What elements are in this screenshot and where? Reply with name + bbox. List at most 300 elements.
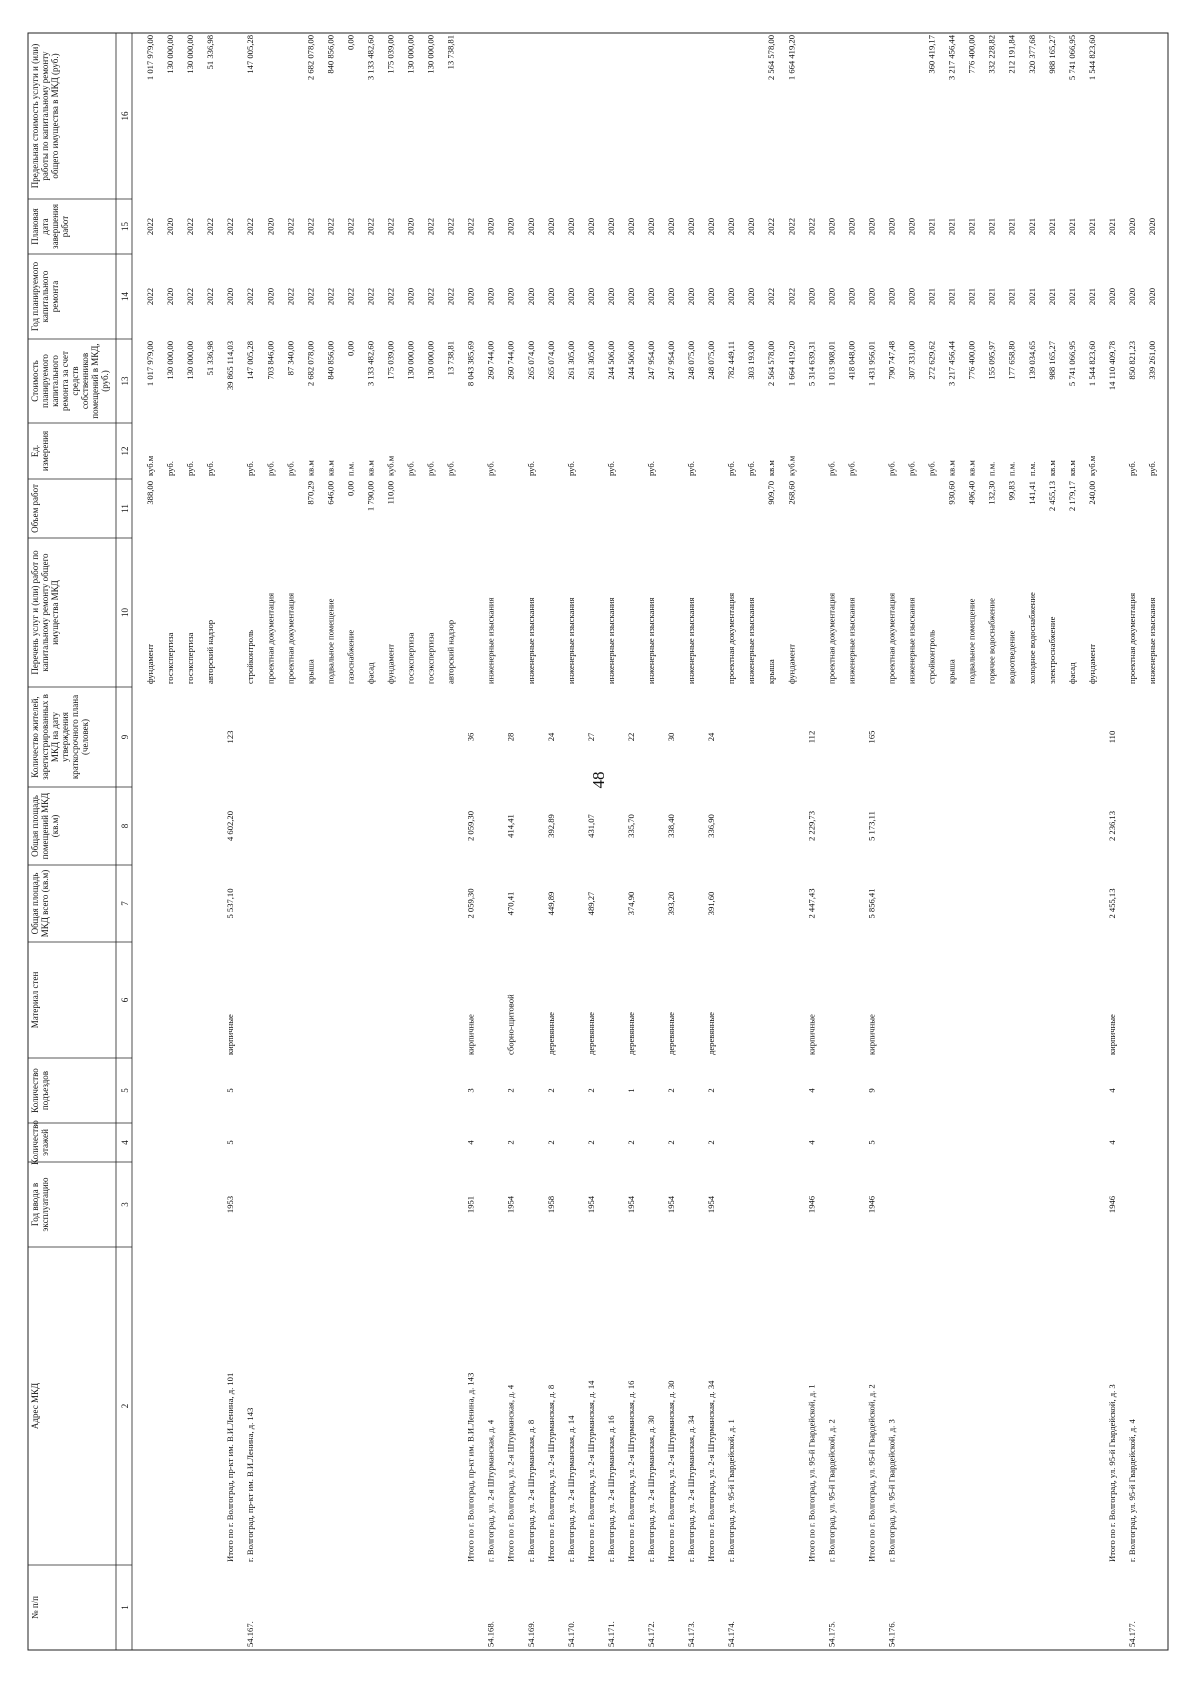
table-cell: кв.м [946, 460, 957, 476]
table-cell: 22 [625, 732, 636, 742]
table-cell: 5 537,10 [225, 888, 236, 919]
table-cell: 54.167. [245, 1621, 256, 1647]
table-cell: 177 658,80 [1006, 341, 1017, 380]
table-cell: 2020 [806, 287, 817, 306]
table-cell: п.м. [1026, 461, 1037, 476]
table-cell: фундамент [385, 643, 396, 684]
table-cell: госэкспертиза [165, 632, 176, 684]
table-cell: 2021 [1006, 287, 1017, 306]
table-cell: 2020 [485, 217, 496, 236]
table-cell: 2020 [826, 217, 837, 236]
table-cell: 2020 [485, 287, 496, 306]
table-cell: 2022 [285, 217, 296, 236]
table-cell: 2020 [525, 287, 536, 306]
table-cell: Итого по г. Волгоград, ул. 95-й Гвардейской, д. 1 [806, 1384, 817, 1562]
table-cell: 247 954,00 [646, 341, 657, 380]
table-cell: 374,90 [625, 891, 636, 916]
header-cell: Материал стен [30, 971, 40, 1029]
table-cell: 0,00 [345, 341, 356, 357]
table-cell: 24 [545, 732, 556, 742]
table-cell: 2020 [666, 217, 677, 236]
table-cell: стройконтроль [926, 629, 937, 684]
table-cell: 112 [806, 730, 817, 744]
header-cell: Год ввода вэксплуатацию [30, 1177, 50, 1232]
table-cell: кирпичные [1106, 1014, 1117, 1055]
column-number: 11 [120, 504, 130, 513]
table-cell: 2021 [1086, 287, 1097, 306]
table-cell: 336,90 [706, 814, 717, 838]
column-number: 14 [120, 292, 130, 301]
table-cell: руб. [285, 461, 296, 476]
table-cell: 2022 [786, 217, 797, 236]
table-cell: г. Волгоград, ул. 2-я Штурманская, д. 34 [686, 1415, 697, 1562]
table-cell: 2021 [1066, 287, 1077, 306]
table-cell: 393,20 [666, 891, 677, 916]
table-cell: 54.168. [485, 1621, 496, 1647]
table-cell: 2020 [565, 287, 576, 306]
table-cell: проектная документация [826, 592, 837, 684]
table-cell: куб.м [145, 455, 156, 476]
table-cell: 3 133 482,60 [365, 35, 376, 81]
table-cell: 2021 [926, 217, 937, 236]
table-cell: 24 [706, 732, 717, 742]
table-cell: фасад [1066, 662, 1077, 684]
table-cell: 2020 [1106, 287, 1117, 306]
page-number: 48 [589, 771, 608, 789]
table-cell: проектная документация [726, 592, 737, 684]
table-cell: водоотведение [1006, 630, 1017, 684]
table-cell: 2020 [866, 217, 877, 236]
table-cell: 703 846,00 [265, 341, 276, 380]
header-cell: Предельная стоимость услуги и (или)работы по капитальному ремонтуобщего имущества в МКД (руб.) [30, 43, 60, 189]
table-cell: 449,89 [545, 891, 556, 916]
table-cell: деревянные [706, 1012, 717, 1055]
table-cell: 2021 [986, 287, 997, 306]
table-cell: кв.м [365, 460, 376, 476]
table-cell: 212 191,84 [1006, 35, 1017, 74]
table-cell: 2020 [545, 287, 556, 306]
table-cell: 332 228,82 [986, 35, 997, 74]
table-cell: 2021 [1026, 217, 1037, 236]
table-cell: 2020 [746, 217, 757, 236]
column-number: 6 [120, 997, 130, 1003]
column-number: 12 [120, 446, 130, 456]
table-cell: 1946 [866, 1195, 877, 1214]
table-cell: 1954 [706, 1195, 717, 1214]
table-cell: 2021 [966, 287, 977, 306]
table-cell: 2020 [405, 217, 416, 236]
table-cell: 392,89 [545, 814, 556, 838]
table-cell: 272 629,62 [926, 341, 937, 380]
table-cell: 2021 [1066, 217, 1077, 236]
table-cell: 2020 [726, 287, 737, 306]
table-cell: 790 747,48 [886, 341, 897, 380]
table-cell: 2020 [265, 287, 276, 306]
table-cell: руб. [445, 461, 456, 476]
table-cell: руб. [886, 461, 897, 476]
table-cell: Итого по г. Волгоград, ул. 2-я Штурманская, д. 8 [545, 1384, 556, 1562]
table-cell: 2021 [1046, 217, 1057, 236]
table-cell: 2 682 078,00 [305, 341, 316, 387]
table-cell: 1 664 419,20 [786, 35, 797, 81]
table-cell: 2022 [365, 217, 376, 236]
table-cell: 782 449,11 [726, 341, 737, 380]
table-cell: 870,29 [305, 481, 316, 505]
table-cell: г. Волгоград, ул. 2-я Штурманская, д. 16 [605, 1415, 616, 1562]
table-cell: подвальное помещение [966, 598, 977, 684]
table-cell: холодное водоснабжение [1026, 592, 1037, 684]
header-cell: Год планируемогокапитальногоремонта [30, 261, 60, 332]
table-cell: 5 [225, 1088, 236, 1093]
table-cell: руб. [405, 461, 416, 476]
table-cell: 165 [866, 730, 877, 744]
table-cell: 2020 [1126, 217, 1137, 236]
table-cell: 2020 [225, 287, 236, 306]
table-cell: инженерные изыскания [485, 597, 496, 684]
table-cell: 260 744,00 [485, 341, 496, 380]
table-cell: кв.м [966, 460, 977, 476]
table-cell: деревянные [625, 1012, 636, 1055]
table-cell: крыша [766, 659, 777, 684]
table-cell: кирпичные [806, 1014, 817, 1055]
table-cell: 5 173,11 [866, 811, 877, 841]
column-number: 10 [120, 608, 130, 617]
table-cell: 132,30 [986, 481, 997, 505]
table-cell: руб. [205, 461, 216, 476]
header-cell: Ед.измерения [30, 430, 50, 472]
table-cell: 51 336,98 [205, 35, 216, 70]
table-cell: 261 305,00 [565, 341, 576, 380]
table-cell: руб. [726, 461, 737, 476]
table-cell: подвальное помещение [325, 598, 336, 684]
table-cell: 988 165,27 [1046, 341, 1057, 380]
table-cell: 130 000,00 [405, 341, 416, 380]
table-cell: руб. [826, 461, 837, 476]
table-cell: 2020 [686, 287, 697, 306]
header-cell: Общая площадьМКД всего (кв.м) [30, 869, 50, 938]
table-cell: Итого по г. Волгоград, пр-кт им. В.И.Ленина, д. 143 [465, 1372, 476, 1562]
table-cell: кв.м [1066, 460, 1077, 476]
table-cell: 2 682 078,00 [305, 35, 316, 81]
table-cell: 2021 [946, 217, 957, 236]
table-cell: 2022 [445, 287, 456, 306]
table-cell: деревянные [585, 1012, 596, 1055]
table-cell: 5 741 066,95 [1066, 35, 1077, 81]
table-cell: руб. [165, 461, 176, 476]
table-cell: руб. [605, 461, 616, 476]
table-cell: 2021 [946, 287, 957, 306]
table-cell: 850 821,23 [1126, 341, 1137, 380]
table-cell: Итого по г. Волгоград, ул. 2-я Штурманская, д. 30 [666, 1380, 677, 1562]
table-cell: 2022 [225, 217, 236, 236]
table-cell: 2020 [405, 287, 416, 306]
table-cell: 1 544 823,60 [1086, 341, 1097, 387]
column-number: 13 [120, 376, 130, 386]
table-cell: 54.177. [1126, 1621, 1137, 1647]
table-cell: 2022 [766, 217, 777, 236]
table-cell: 54.175. [826, 1621, 837, 1647]
table-cell: 2022 [145, 217, 156, 236]
table-cell: 1954 [585, 1195, 596, 1214]
table-cell: 240,00 [1086, 481, 1097, 505]
table-cell: 4 [806, 1088, 817, 1093]
table-cell: 2022 [285, 287, 296, 306]
table-cell: 175 039,00 [385, 341, 396, 380]
table-cell: 1 013 908,01 [826, 341, 837, 387]
header-cell: Плановаядатазавершенияработ [30, 204, 70, 249]
table-cell: 265 074,00 [525, 341, 536, 380]
table-cell: 2021 [926, 287, 937, 306]
table-cell: Итого по г. Волгоград, ул. 2-я Штурманская, д. 14 [585, 1380, 596, 1562]
table-cell: 1 544 823,60 [1086, 35, 1097, 81]
table-cell: 840 856,00 [325, 35, 336, 74]
table-cell: 2022 [365, 287, 376, 306]
column-number: 3 [120, 1202, 130, 1207]
table-cell: 2020 [906, 217, 917, 236]
table-cell: 2 [585, 1088, 596, 1093]
table-cell: руб. [185, 461, 196, 476]
table-cell: 2 [706, 1140, 717, 1145]
table-cell: 260 744,00 [505, 341, 516, 380]
table-cell: 244 506,00 [605, 341, 616, 380]
table-cell: 2021 [1046, 287, 1057, 306]
table-cell: инженерные изыскания [906, 597, 917, 684]
table-cell: г. Волгоград, ул. 2-я Штурманская, д. 4 [485, 1419, 496, 1562]
table-cell: 2022 [445, 217, 456, 236]
table-border [28, 33, 1168, 1650]
table-cell: 2020 [1146, 287, 1157, 306]
table-cell: 470,41 [505, 891, 516, 916]
table-cell: 54.170. [565, 1621, 576, 1647]
table-cell: 1954 [666, 1195, 677, 1214]
table-cell: 2020 [706, 217, 717, 236]
table-cell: 2022 [345, 287, 356, 306]
table-cell: 2020 [866, 287, 877, 306]
table-cell: кв.м [305, 460, 316, 476]
table-cell: 1 664 419,20 [786, 341, 797, 387]
table-cell: 2 059,30 [465, 888, 476, 919]
table-cell: 9 [866, 1088, 877, 1093]
table-cell: Итого по г. Волгоград, ул. 95-й Гвардейской, д. 3 [1106, 1384, 1117, 1562]
table-cell: инженерные изыскания [646, 597, 657, 684]
header-cell: Адрес МКД [30, 1382, 40, 1430]
table-cell: 130 000,00 [425, 341, 436, 380]
table-cell: 988 165,27 [1046, 35, 1057, 74]
table-cell: 147 005,28 [245, 35, 256, 74]
table-cell: стройконтроль [245, 629, 256, 684]
table-cell: 4 [465, 1140, 476, 1145]
table-cell: руб. [245, 461, 256, 476]
table-cell: 99,83 [1006, 481, 1017, 501]
table-cell: 54.169. [525, 1621, 536, 1647]
column-number: 4 [120, 1140, 130, 1145]
table-cell: 130 000,00 [185, 341, 196, 380]
table-cell: проектная документация [886, 592, 897, 684]
table-cell: газоснабжение [345, 629, 356, 684]
table-cell: 2022 [806, 217, 817, 236]
table-cell: куб.м [786, 455, 797, 476]
table-cell: Итого по г. Волгоград, ул. 2-я Штурманская, д. 34 [706, 1380, 717, 1562]
table-cell: 2020 [465, 287, 476, 306]
table-cell: 2021 [1006, 217, 1017, 236]
table-cell: 303 193,00 [746, 341, 757, 380]
table-cell: 320 377,68 [1026, 35, 1037, 74]
table-cell: 123 [225, 730, 236, 744]
table-cell: 54.173. [686, 1621, 697, 1647]
table-cell: 147 005,28 [245, 341, 256, 380]
table-cell: 54.172. [646, 1621, 657, 1647]
table-cell: г. Волгоград, ул. 2-я Штурманская, д. 14 [565, 1415, 576, 1562]
table-cell: г. Волгоград, ул. 95-й Гвардейской, д. 3 [886, 1419, 897, 1562]
header-cell: Перечень услуг и (или) работ покапитальному ремонту общегоимущества МКД [30, 550, 60, 675]
table-cell: 2022 [305, 287, 316, 306]
table-cell: 2020 [686, 217, 697, 236]
header-cell: Объем работ [30, 484, 40, 533]
table-cell: 141,41 [1026, 481, 1037, 505]
table-cell: 2 236,13 [1106, 810, 1117, 842]
table-cell: 54.176. [886, 1621, 897, 1647]
table-cell: фасад [365, 662, 376, 684]
table-cell: 3 217 456,44 [946, 341, 957, 387]
table-cell: 1946 [806, 1195, 817, 1214]
table-cell: проектная документация [1126, 592, 1137, 684]
table-cell: 2 [505, 1088, 516, 1093]
table-cell: 5 856,41 [866, 888, 877, 919]
table-cell: г. Волгоград, пр-кт им. В.И.Ленина, д. 143 [245, 1407, 256, 1562]
table-cell: 2 564 578,00 [766, 341, 777, 387]
table-cell: 489,27 [585, 891, 596, 916]
table-cell: 2020 [666, 287, 677, 306]
table-cell: г. Волгоград, ул. 95-й Гвардейской, д. 1 [726, 1419, 737, 1562]
table-cell: 2 447,43 [806, 888, 817, 919]
table-cell: 13 738,81 [445, 341, 456, 376]
table-cell: 2 [545, 1140, 556, 1145]
table-cell: фундамент [786, 643, 797, 684]
table-cell: 0,00 [345, 35, 356, 51]
table-cell: 1 790,00 [365, 481, 376, 512]
table-cell: кирпичные [866, 1014, 877, 1055]
table-cell: 2022 [205, 287, 216, 306]
table-cell: руб. [646, 461, 657, 476]
table-cell: 130 000,00 [185, 35, 196, 74]
column-number: 8 [120, 823, 130, 829]
header-cell: Количествоэтажей [30, 1120, 50, 1165]
table-cell: 2 [706, 1088, 717, 1093]
table-cell: кирпичные [225, 1014, 236, 1055]
table-cell: 2020 [605, 217, 616, 236]
column-number: 7 [120, 901, 130, 906]
table-cell: деревянные [545, 1012, 556, 1055]
table-cell: руб. [485, 461, 496, 476]
table-cell: 1954 [625, 1195, 636, 1214]
table-cell: 4 [1106, 1088, 1117, 1093]
table-cell: п.м. [986, 461, 997, 476]
table-cell: 110,00 [385, 481, 396, 505]
table-cell: 265 074,00 [545, 341, 556, 380]
table-cell: 2 [545, 1088, 556, 1093]
table-cell: 2020 [565, 217, 576, 236]
table-cell: 248 075,00 [686, 341, 697, 380]
table-cell: г. Волгоград, ул. 2-я Штурманская, д. 30 [646, 1415, 657, 1562]
table-cell: 27 [585, 732, 596, 742]
table-cell: 2 564 578,00 [766, 35, 777, 81]
table-cell: 87 340,00 [285, 341, 296, 376]
table-cell: инженерные изыскания [846, 597, 857, 684]
table-cell: руб. [846, 461, 857, 476]
table-cell: 39 865 114,03 [225, 341, 236, 391]
table-cell: 2022 [425, 217, 436, 236]
table-cell: 414,41 [505, 814, 516, 838]
table-cell: 5 741 066,95 [1066, 341, 1077, 387]
table-cell: 2 [666, 1140, 677, 1145]
table-cell: 930,60 [946, 481, 957, 505]
column-number: 5 [120, 1088, 130, 1093]
table-cell: инженерные изыскания [686, 597, 697, 684]
table-cell: 2021 [966, 217, 977, 236]
table-cell: 2022 [325, 287, 336, 306]
table-cell: 909,70 [766, 481, 777, 505]
table-cell: г. Волгоград, ул. 95-й Гвардейской, д. 4 [1126, 1419, 1137, 1562]
table-cell: 28 [505, 732, 516, 742]
table-cell: 261 305,00 [585, 341, 596, 380]
table-cell: 13 738,81 [445, 35, 456, 70]
header-cell: Количество жителей,зарегистрированных вМКД на датуутверждениякраткосрочного плана(человек) [30, 694, 90, 780]
table-cell: 1 017 979,00 [145, 35, 156, 81]
table-cell: Итого по г. Волгоград, ул. 2-я Штурманская, д. 4 [505, 1384, 516, 1562]
table-cell: руб. [1126, 461, 1137, 476]
column-number: 9 [120, 734, 130, 740]
table-cell: деревянные [666, 1012, 677, 1055]
table-cell: 1954 [505, 1195, 516, 1214]
table-cell: 2 179,17 [1066, 481, 1077, 512]
table-cell: 2020 [165, 217, 176, 236]
table-cell: 496,40 [966, 481, 977, 505]
table-cell: 2020 [585, 217, 596, 236]
table-cell: 2020 [1146, 217, 1157, 236]
table-cell: 30 [666, 732, 677, 742]
table-cell: 2020 [505, 217, 516, 236]
table-cell: 1 017 979,00 [145, 341, 156, 387]
table-cell: 54.174. [726, 1621, 737, 1647]
table-cell: руб. [425, 461, 436, 476]
table-cell: 2022 [385, 217, 396, 236]
column-number: 16 [120, 111, 130, 121]
header-cell: Стоимостьпланируемогокапитальногоремонта за счетсредствсобственниковпомещений в МКД,(руб.) [30, 343, 110, 419]
table-cell: 2 [666, 1088, 677, 1093]
table-cell: Итого по г. Волгоград, ул. 2-я Штурманская, д. 16 [625, 1380, 636, 1562]
table-cell: 36 [465, 732, 476, 742]
column-number: 15 [120, 222, 130, 231]
table-cell: авторский надзор [205, 619, 216, 684]
table-cell: авторский надзор [445, 619, 456, 684]
table-cell: 418 048,00 [846, 341, 857, 380]
table-cell: руб. [686, 461, 697, 476]
table-cell: 2020 [706, 287, 717, 306]
table-cell: кв.м [325, 460, 336, 476]
table-cell: 2020 [165, 287, 176, 306]
table-cell: инженерные изыскания [565, 597, 576, 684]
table-cell: 2022 [185, 217, 196, 236]
table-cell: 130 000,00 [165, 35, 176, 74]
table-cell: руб. [525, 461, 536, 476]
table-cell: куб.м [385, 455, 396, 476]
table-cell: руб. [926, 461, 937, 476]
table-cell: 14 110 409,78 [1106, 341, 1117, 391]
table-cell: 2022 [305, 217, 316, 236]
table-cell: 5 [866, 1140, 877, 1145]
table-cell: 2020 [886, 287, 897, 306]
table-cell: 110 [1106, 730, 1117, 744]
